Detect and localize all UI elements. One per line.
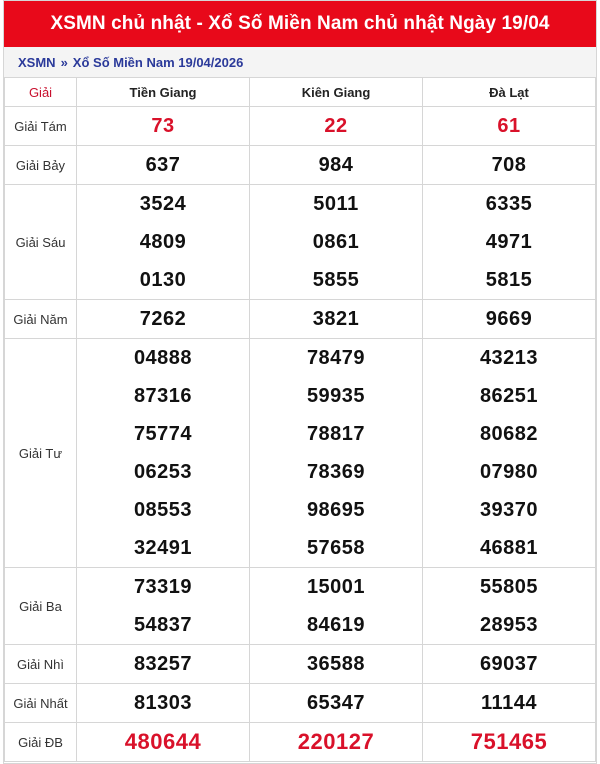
winning-number: 65347: [306, 691, 366, 714]
prize-cell: [250, 300, 423, 339]
breadcrumb-home-link[interactable]: XSMN: [18, 54, 56, 70]
prize-label: Giải ĐB: [5, 723, 77, 762]
prize-label: Giải Ba: [5, 568, 77, 645]
winning-number: 708: [491, 153, 527, 176]
winning-number: 04888: [133, 346, 193, 369]
winning-number: 4971: [485, 230, 533, 253]
prize-label: Giải Bảy: [5, 146, 77, 185]
prize-row: [5, 146, 596, 185]
prize-cell: [77, 568, 250, 645]
winning-number: 07980: [479, 460, 539, 483]
winning-number: 87316: [133, 384, 193, 407]
prize-label: Giải Nhì: [5, 645, 77, 684]
breadcrumb-current-link[interactable]: Xổ Số Miền Nam 19/04/2026: [72, 54, 244, 70]
results-table: [4, 78, 596, 762]
prize-cell: [250, 185, 423, 300]
prize-row: [5, 107, 596, 146]
winning-number: 5815: [485, 268, 533, 291]
winning-number: 4809: [139, 230, 187, 253]
prize-row: [5, 339, 596, 568]
prize-cell: [423, 146, 596, 185]
prize-cell: [77, 185, 250, 300]
prize-cell: [423, 645, 596, 684]
winning-number: 55805: [479, 575, 539, 598]
winning-number: 6335: [485, 192, 533, 215]
column-header-province[interactable]: Kiên Giang: [250, 78, 423, 107]
prize-cell: [77, 723, 250, 762]
prize-cell: [77, 684, 250, 723]
prize-cell: [77, 300, 250, 339]
column-header-province[interactable]: Tiền Giang: [77, 78, 250, 107]
prize-cell: [77, 339, 250, 568]
prize-cell: [250, 339, 423, 568]
winning-number: 75774: [133, 422, 193, 445]
winning-number: 15001: [306, 575, 366, 598]
winning-number: 08553: [133, 498, 193, 521]
prize-cell: [250, 107, 423, 146]
prize-cell: [250, 146, 423, 185]
winning-number: 3524: [139, 192, 187, 215]
winning-number: 61: [497, 114, 521, 137]
prize-cell: [423, 185, 596, 300]
column-header-province[interactable]: Đà Lạt: [423, 78, 596, 107]
winning-number: 78369: [306, 460, 366, 483]
prize-cell: [423, 107, 596, 146]
winning-number: 0861: [312, 230, 360, 253]
winning-number: 69037: [479, 652, 539, 675]
winning-number: 84619: [306, 613, 366, 636]
prize-cell: [77, 107, 250, 146]
winning-number: 78479: [306, 346, 366, 369]
winning-number: 39370: [479, 498, 539, 521]
winning-number: 78817: [306, 422, 366, 445]
winning-number: 73319: [133, 575, 193, 598]
winning-number: 11144: [481, 691, 537, 714]
winning-number: 220127: [297, 729, 375, 754]
prize-cell: [250, 645, 423, 684]
winning-number: 54837: [133, 613, 193, 636]
winning-number: 81303: [133, 691, 193, 714]
prize-cell: [423, 684, 596, 723]
page-title: XSMN chủ nhật - Xổ Số Miền Nam chủ nhật Ngày 19/04: [4, 1, 596, 47]
prize-row: [5, 723, 596, 762]
prize-cell: [250, 684, 423, 723]
winning-number: 73: [151, 114, 175, 137]
prize-row: [5, 185, 596, 300]
prize-label: Giải Sáu: [5, 185, 77, 300]
table-header-row: [5, 78, 596, 107]
winning-number: 5855: [312, 268, 360, 291]
prize-row: [5, 568, 596, 645]
prize-label: Giải Tám: [5, 107, 77, 146]
prize-cell: [77, 645, 250, 684]
winning-number: 46881: [479, 536, 539, 559]
prize-cell: [77, 146, 250, 185]
prize-cell: [423, 339, 596, 568]
winning-number: 57658: [306, 536, 366, 559]
winning-number: 43213: [479, 346, 539, 369]
winning-number: 83257: [133, 652, 193, 675]
winning-number: 98695: [306, 498, 366, 521]
winning-number: 32491: [133, 536, 193, 559]
winning-number: 28953: [479, 613, 539, 636]
prize-label: Giải Năm: [5, 300, 77, 339]
winning-number: 9669: [485, 307, 533, 330]
winning-number: 637: [145, 153, 181, 176]
winning-number: 59935: [306, 384, 366, 407]
winning-number: 80682: [479, 422, 539, 445]
winning-number: 22: [324, 114, 348, 137]
winning-number: 751465: [470, 729, 548, 754]
winning-number: 5011: [313, 192, 359, 215]
winning-number: 480644: [124, 729, 202, 754]
winning-number: 7262: [139, 307, 187, 330]
prize-cell: [250, 723, 423, 762]
winning-number: 36588: [306, 652, 366, 675]
prize-cell: [423, 568, 596, 645]
winning-number: 06253: [133, 460, 193, 483]
prize-row: [5, 684, 596, 723]
prize-row: [5, 300, 596, 339]
column-header-prize: Giải: [5, 78, 77, 107]
prize-cell: [250, 568, 423, 645]
winning-number: 984: [318, 153, 354, 176]
prize-cell: [423, 723, 596, 762]
prize-label: Giải Tư: [5, 339, 77, 568]
prize-cell: [423, 300, 596, 339]
winning-number: 86251: [479, 384, 539, 407]
results-panel: [3, 0, 597, 764]
breadcrumb: [4, 47, 596, 78]
prize-row: [5, 645, 596, 684]
winning-number: 0130: [139, 268, 187, 291]
prize-label: Giải Nhất: [5, 684, 77, 723]
breadcrumb-separator: »: [60, 54, 68, 70]
winning-number: 3821: [312, 307, 360, 330]
